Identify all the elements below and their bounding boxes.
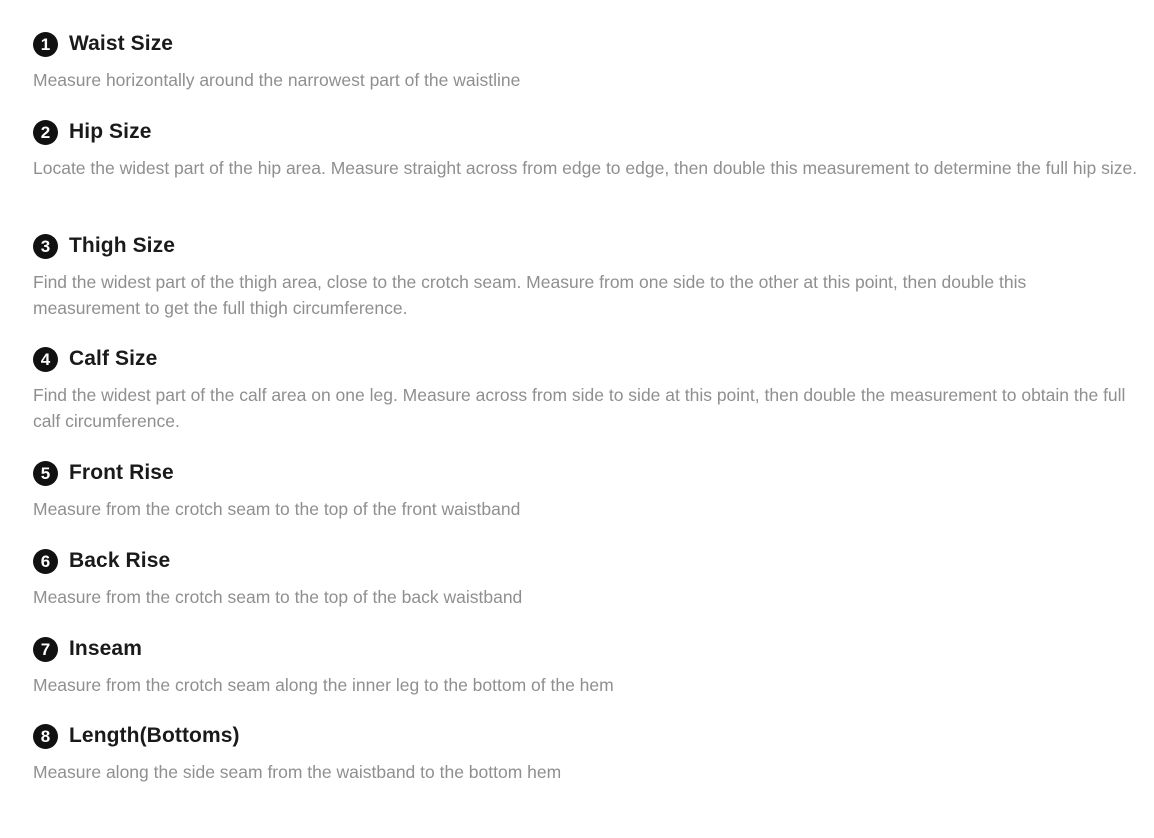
measurement-title: Inseam [69, 637, 142, 660]
measurement-heading [33, 460, 1143, 486]
measurement-item-thigh-size [33, 233, 1143, 321]
number-badge: 3 [33, 234, 58, 259]
measurement-title: Thigh Size [69, 234, 175, 257]
number-badge: 4 [33, 347, 58, 372]
measurement-heading [33, 636, 1143, 662]
measurement-item-inseam [33, 636, 1143, 698]
measurement-description: Locate the widest part of the hip area. Measure straight across from edge to edge, then double this measurement to determine the full hip size. [33, 158, 1138, 178]
measurement-heading [33, 31, 1143, 57]
measurement-title: Waist Size [69, 32, 174, 55]
measurement-description: Measure from the crotch seam along the inner leg to the bottom of the hem [33, 675, 614, 695]
number-badge: 5 [33, 461, 58, 486]
measurement-heading [33, 723, 1143, 749]
measurement-title: Front Rise [69, 461, 174, 484]
measurement-title: Hip Size [69, 120, 152, 143]
measurement-description: Measure from the crotch seam to the top of the front waistband [33, 499, 521, 519]
measurement-item-back-rise [33, 548, 1143, 610]
measurement-description: Find the widest part of the thigh area, close to the crotch seam. Measure from one side to the other at this point, then double this measurement to get the full thigh circumference. [33, 272, 1027, 318]
number-badge: 1 [33, 32, 58, 57]
measurement-heading [33, 233, 1143, 259]
number-badge: 7 [33, 637, 58, 662]
measurement-item-length-bottoms [33, 723, 1143, 785]
measurement-item-hip-size [33, 119, 1143, 181]
measurement-description: Measure along the side seam from the waistband to the bottom hem [33, 762, 562, 782]
measurement-heading [33, 548, 1143, 574]
measurement-item-calf-size [33, 346, 1143, 434]
measurement-item-waist-size [33, 31, 1143, 93]
measurement-item-front-rise [33, 460, 1143, 522]
number-badge: 8 [33, 724, 58, 749]
measurement-heading [33, 346, 1143, 372]
measurement-description: Measure horizontally around the narrowest part of the waistline [33, 70, 521, 90]
number-badge: 2 [33, 120, 58, 145]
measurement-title: Back Rise [69, 549, 171, 572]
measurement-title: Length(Bottoms) [69, 724, 240, 747]
measurement-heading [33, 119, 1143, 145]
number-badge: 6 [33, 549, 58, 574]
measurement-description: Find the widest part of the calf area on one leg. Measure across from side to side at this point, then double the measurement to obtain the full calf circumference. [33, 385, 1126, 431]
measurement-title: Calf Size [69, 347, 158, 370]
measurement-description: Measure from the crotch seam to the top of the back waistband [33, 587, 523, 607]
